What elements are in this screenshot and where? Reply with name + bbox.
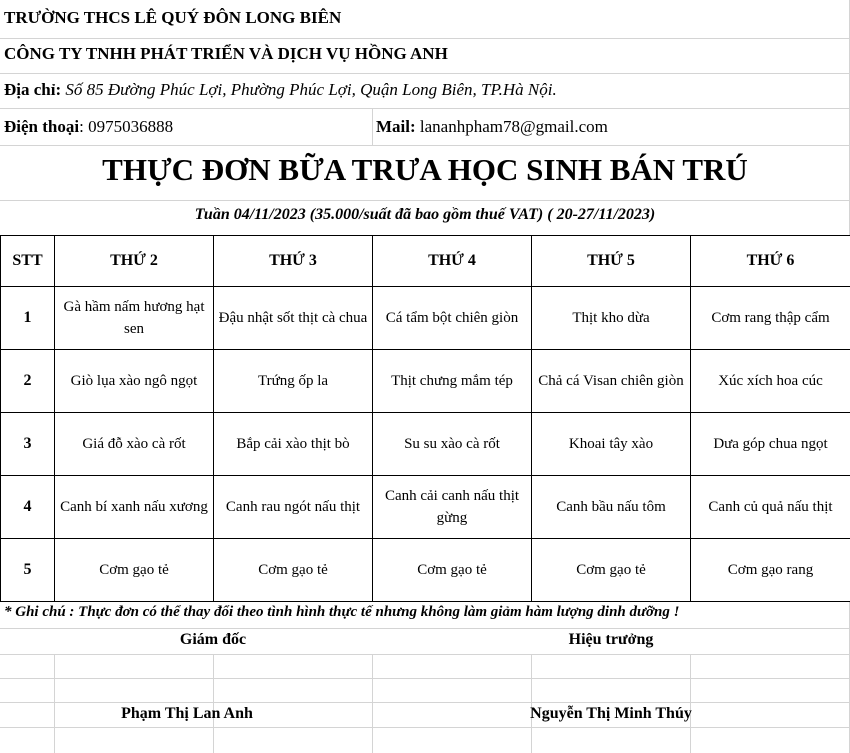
dish-cell: Chả cá Visan chiên giòn [532, 350, 691, 413]
table-row [1, 350, 850, 413]
menu-title: THỰC ĐƠN BỮA TRƯA HỌC SINH BÁN TRÚ [102, 152, 748, 187]
dish-cell: Đậu nhật sốt thịt cà chua [214, 287, 373, 350]
dish-cell: Canh bầu nấu tôm [532, 476, 691, 539]
mail-line [376, 117, 608, 137]
mail-label: Mail: [376, 117, 416, 136]
lunch-menu-table [0, 235, 850, 602]
dish-cell: Thịt chưng mắm tép [373, 350, 532, 413]
row-number: 5 [1, 539, 55, 602]
phone-label: Điện thoại [4, 117, 80, 136]
menu-note: * Ghi chú : Thực đơn có thể thay đổi theo tình hình thực tế nhưng không làm giảm hàm lượng dinh dưỡng ! [4, 604, 680, 620]
table-row [1, 287, 850, 350]
dish-cell: Trứng ốp la [214, 350, 373, 413]
phone-line [4, 117, 173, 137]
dish-cell: Thịt kho dừa [532, 287, 691, 350]
dish-cell: Cơm gạo tẻ [55, 539, 214, 602]
address-value: Số 85 Đường Phúc Lợi, Phường Phúc Lợi, Quận Long Biên, TP.Hà Nội. [65, 80, 557, 99]
dish-cell: Xúc xích hoa cúc [691, 350, 850, 413]
column-header-wednesday: THỨ 4 [373, 236, 532, 287]
table-row [1, 413, 850, 476]
table-header-row [1, 236, 850, 287]
column-header-tuesday: THỨ 3 [214, 236, 373, 287]
address-label: Địa chỉ: [4, 80, 62, 99]
row-number: 2 [1, 350, 55, 413]
dish-cell: Giò lụa xào ngô ngọt [55, 350, 214, 413]
dish-cell: Canh củ quả nấu thịt [691, 476, 850, 539]
dish-cell: Su su xào cà rốt [373, 413, 532, 476]
dish-cell: Gà hầm nấm hương hạt sen [55, 287, 214, 350]
principal-name: Nguyễn Thị Minh Thúy [530, 705, 692, 722]
mail-value: lananhpham78@gmail.com [415, 117, 608, 136]
menu-subtitle: Tuần 04/11/2023 (35.000/suất đã bao gồm thuế VAT) ( 20-27/11/2023) [194, 206, 656, 223]
dish-cell: Cơm gạo tẻ [373, 539, 532, 602]
dish-cell: Cơm gạo tẻ [532, 539, 691, 602]
school-name: TRƯỜNG THCS LÊ QUÝ ĐÔN LONG BIÊN [4, 8, 342, 27]
column-header-stt: STT [1, 236, 55, 287]
dish-cell: Canh rau ngót nấu thịt [214, 476, 373, 539]
dish-cell: Khoai tây xào [532, 413, 691, 476]
dish-cell: Bắp cải xào thịt bò [214, 413, 373, 476]
row-number: 1 [1, 287, 55, 350]
dish-cell: Canh bí xanh nấu xương [55, 476, 214, 539]
director-title: Giám đốc [179, 631, 247, 648]
dish-cell: Dưa góp chua ngọt [691, 413, 850, 476]
column-header-friday: THỨ 6 [691, 236, 850, 287]
column-header-monday: THỨ 2 [55, 236, 214, 287]
principal-title: Hiệu trưởng [568, 631, 654, 648]
dish-cell: Cá tẩm bột chiên giòn [373, 287, 532, 350]
address-line [4, 80, 557, 100]
company-name: CÔNG TY TNHH PHÁT TRIỂN VÀ DỊCH VỤ HỒNG ANH [4, 44, 448, 63]
table-row [1, 539, 850, 602]
row-number: 4 [1, 476, 55, 539]
column-header-thursday: THỨ 5 [532, 236, 691, 287]
director-name: Phạm Thị Lan Anh [121, 705, 253, 722]
table-row [1, 476, 850, 539]
dish-cell: Cơm gạo tẻ [214, 539, 373, 602]
phone-value: : 0975036888 [79, 117, 174, 136]
dish-cell: Canh cải canh nấu thịt gừng [373, 476, 532, 539]
dish-cell: Cơm gạo rang [691, 539, 850, 602]
dish-cell: Cơm rang thập cẩm [691, 287, 850, 350]
row-number: 3 [1, 413, 55, 476]
dish-cell: Giá đỗ xào cà rốt [55, 413, 214, 476]
